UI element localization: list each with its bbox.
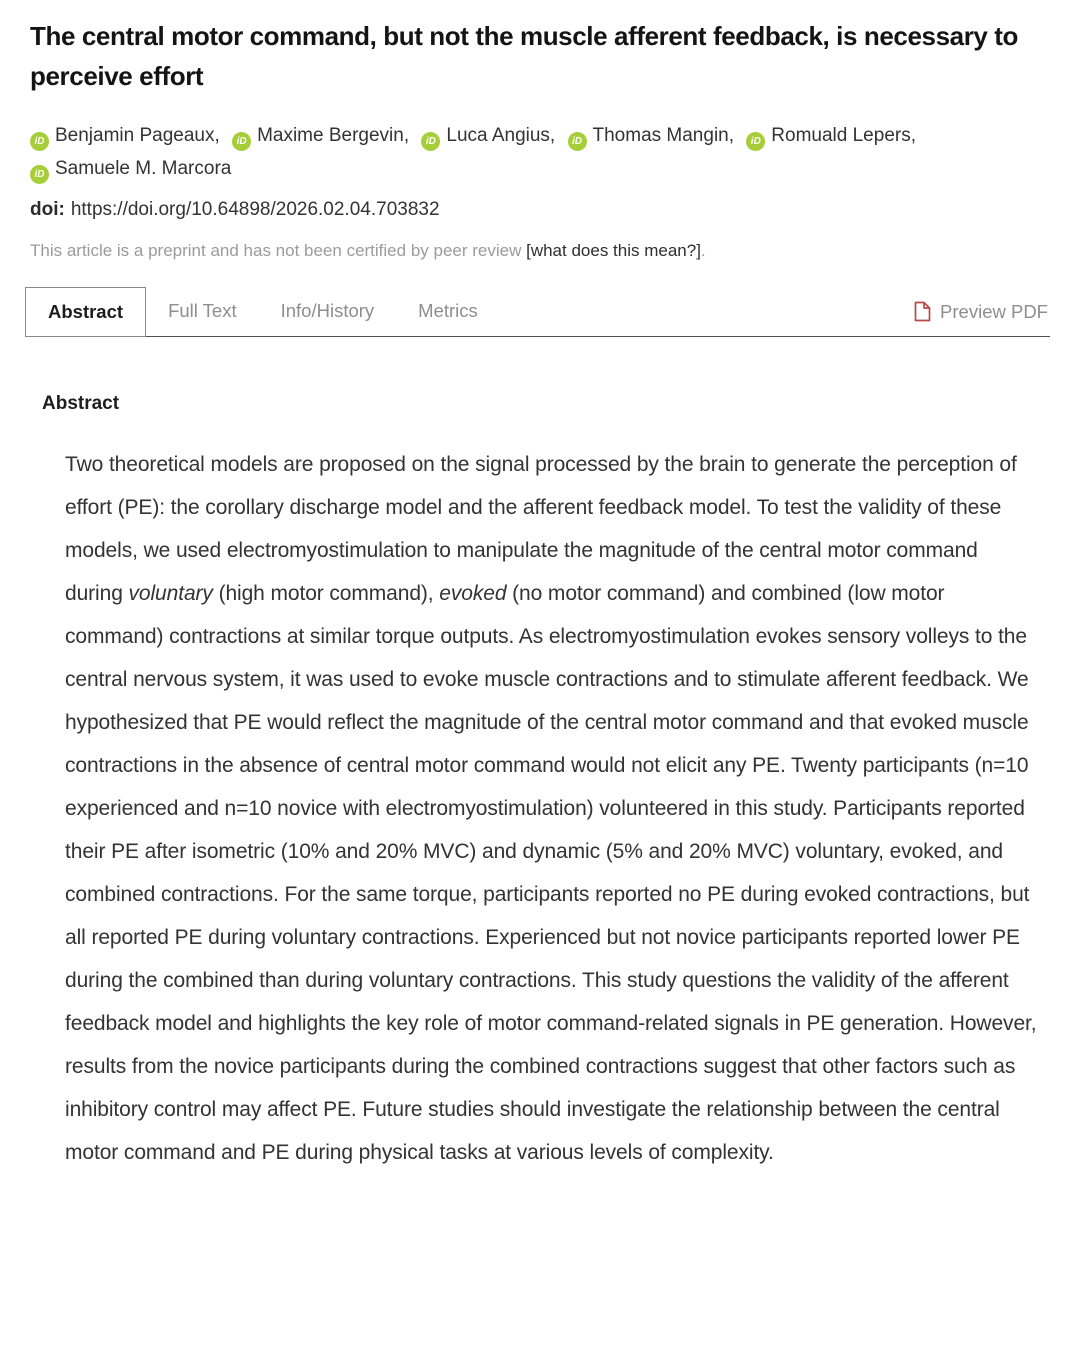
author[interactable]: [568, 125, 735, 146]
author-name[interactable]: Maxime Bergevin,: [257, 124, 410, 146]
preview-pdf-label: Preview PDF: [940, 300, 1048, 322]
orcid-icon[interactable]: iD: [232, 132, 251, 151]
doi-label: doi:: [30, 199, 65, 221]
preview-pdf-button[interactable]: [912, 287, 1050, 336]
doi-link[interactable]: https://doi.org/10.64898/2026.02.04.703832: [70, 199, 440, 221]
orcid-icon[interactable]: iD: [746, 132, 765, 151]
tab-metrics[interactable]: Metrics: [418, 300, 478, 322]
author[interactable]: [232, 125, 409, 146]
preprint-notice: [30, 241, 1052, 261]
pdf-document-icon: [914, 301, 931, 322]
preprint-explainer-link[interactable]: [what does this mean?]: [526, 241, 701, 261]
abstract-section: [30, 337, 1052, 1174]
preprint-notice-text: This article is a preprint and has not been certified by peer review: [30, 241, 527, 261]
page-title: The central motor command, but not the muscle afferent feedback, is necessary to perceive effort: [30, 21, 1019, 92]
author[interactable]: [746, 125, 916, 146]
author-name[interactable]: Thomas Mangin,: [592, 124, 735, 146]
abstract-paragraph: Two theoretical models are proposed on the signal processed by the brain to generate the perception of effort (PE): the corollary discharge model and the afferent feedback model. To test the validity of these models, we used electromyostimulation to manipulate the magnitude of the central motor command during voluntary (high motor command), evoked (no motor command) and combined (low motor command) contractions at similar torque outputs. As electromyostimulation evokes sensory volleys to the central nervous system, it was used to evoke muscle contractions and to stimulate afferent feedback. We hypothesized that PE would reflect the magnitude of the central motor command and that evoked muscle contractions in the absence of central motor command would not elicit any PE. Twenty participants (n=10 experienced and n=10 novice with electromyostimulation) volunteered in this study. Participants reported their PE after isometric (10% and 20% MVC) and dynamic (5% and 20% MVC) voluntary, evoked, and combined contractions. For the same torque, participants reported no PE during evoked contractions, but all reported PE during voluntary contractions. Experienced but not novice participants reported lower PE during the combined than during voluntary contractions. This study questions the validity of the afferent feedback model and highlights the key role of motor command-related signals in PE generation. However, results from the novice participants during the combined contractions suggest that other factors such as inhibitory control may affect PE. Future studies should investigate the relationship between the central motor command and PE during physical tasks at various levels of complexity.: [65, 453, 1037, 1165]
tab-bar: [25, 287, 1050, 337]
orcid-icon[interactable]: iD: [30, 165, 49, 184]
doi-line: [30, 199, 1052, 221]
orcid-icon[interactable]: iD: [421, 132, 440, 151]
author-name[interactable]: Luca Angius,: [446, 124, 556, 146]
tab-full-text[interactable]: Full Text: [168, 300, 237, 322]
author-name[interactable]: Samuele M. Marcora: [55, 157, 232, 179]
orcid-icon[interactable]: iD: [30, 132, 49, 151]
orcid-icon[interactable]: iD: [568, 132, 587, 151]
author-list: [30, 119, 1052, 186]
tab-abstract[interactable]: Abstract: [25, 287, 146, 337]
preprint-notice-suffix: .: [700, 241, 706, 261]
author[interactable]: [30, 125, 220, 146]
author[interactable]: [421, 125, 555, 146]
author-name[interactable]: Romuald Lepers,: [771, 124, 916, 146]
author-name[interactable]: Benjamin Pageaux,: [55, 124, 220, 146]
tab-info-history[interactable]: Info/History: [280, 300, 375, 322]
abstract-heading: Abstract: [42, 393, 120, 415]
author[interactable]: [30, 158, 231, 179]
